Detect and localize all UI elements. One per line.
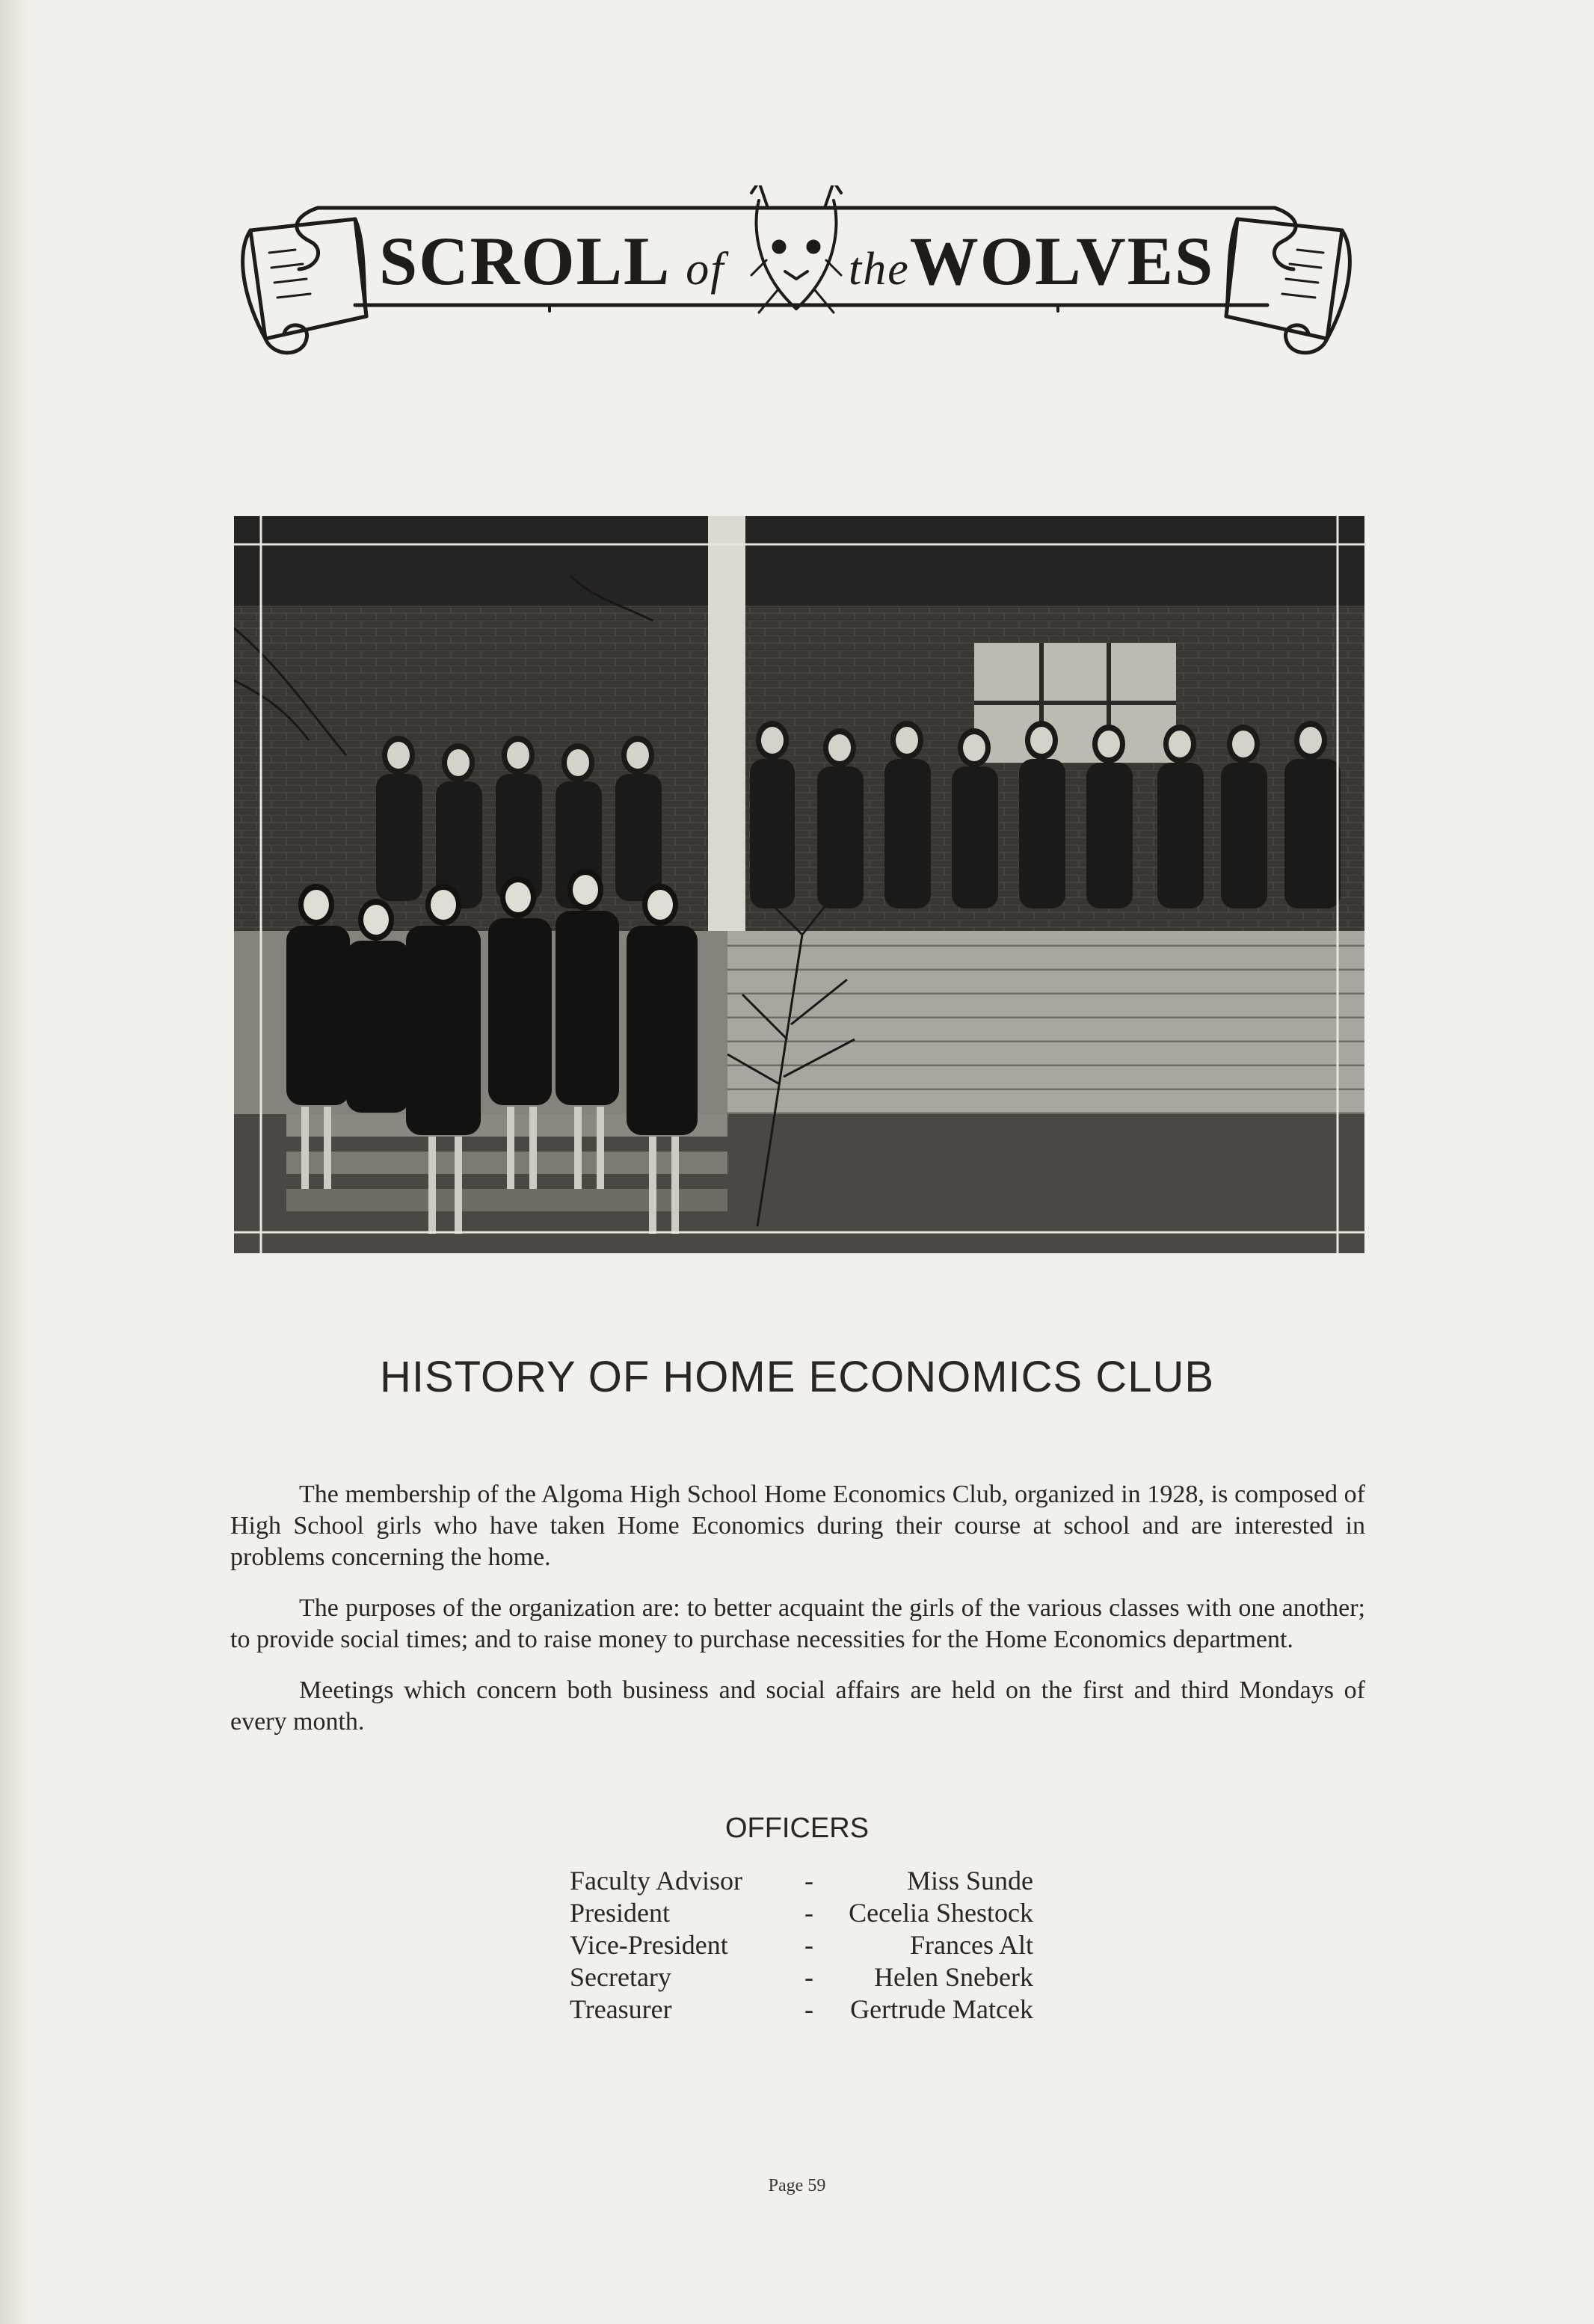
officer-role: President: [570, 1898, 670, 1928]
scroll-banner: [236, 185, 1357, 357]
officer-dash: -: [804, 1994, 813, 2024]
officer-name: Frances Alt: [910, 1930, 1033, 1960]
officer-row: [570, 1865, 1033, 1897]
officer-row: [570, 1961, 1033, 1993]
banner-title-left: SCROLL of: [379, 223, 725, 299]
officer-dash: -: [804, 1898, 813, 1928]
officer-name: Cecelia Shestock: [849, 1898, 1033, 1928]
banner-title-right: theWOLVES: [849, 223, 1215, 299]
paragraph-purposes: The purposes of the organization are: to better acquaint the girls of the various classes with one another; to provide social times; and to raise money to purchase necessities for the Home Economics department.: [230, 1594, 1365, 1653]
officer-name: Gertrude Matcek: [850, 1994, 1033, 2024]
paragraph-membership: The membership of the Algoma High School Home Economics Club, organized in 1928, is composed of High School girls who have taken Home Economics during their course at school and are interested in problems concerning the home.: [230, 1481, 1365, 1571]
officer-name: Miss Sunde: [906, 1866, 1033, 1896]
officer-dash: -: [804, 1962, 813, 1992]
page-title: HISTORY OF HOME ECONOMICS CLUB: [379, 1353, 1215, 1401]
officers-list: [570, 1865, 1033, 2026]
officer-dash: -: [804, 1866, 813, 1896]
officer-row: [570, 1897, 1033, 1929]
officer-role: Vice-President: [570, 1930, 728, 1960]
officer-name: Helen Sneberk: [874, 1962, 1033, 1992]
page-number: Page 59: [768, 2176, 826, 2195]
page-edge-shadow: [0, 0, 30, 2324]
officer-row: [570, 1929, 1033, 1961]
group-photo: [234, 516, 1364, 1253]
group-photo-drawing: [234, 516, 1364, 1253]
officer-role: Secretary: [570, 1962, 671, 1992]
history-text: [230, 1479, 1365, 1757]
paragraph-meetings: Meetings which concern both business and social affairs are held on the first and third Mondays of every month.: [230, 1676, 1365, 1736]
officer-dash: -: [804, 1930, 813, 1960]
officer-role: Faculty Advisor: [570, 1866, 742, 1896]
officer-role: Treasurer: [570, 1994, 672, 2024]
officers-heading: OFFICERS: [724, 1813, 870, 1844]
officer-row: [570, 1993, 1033, 2026]
